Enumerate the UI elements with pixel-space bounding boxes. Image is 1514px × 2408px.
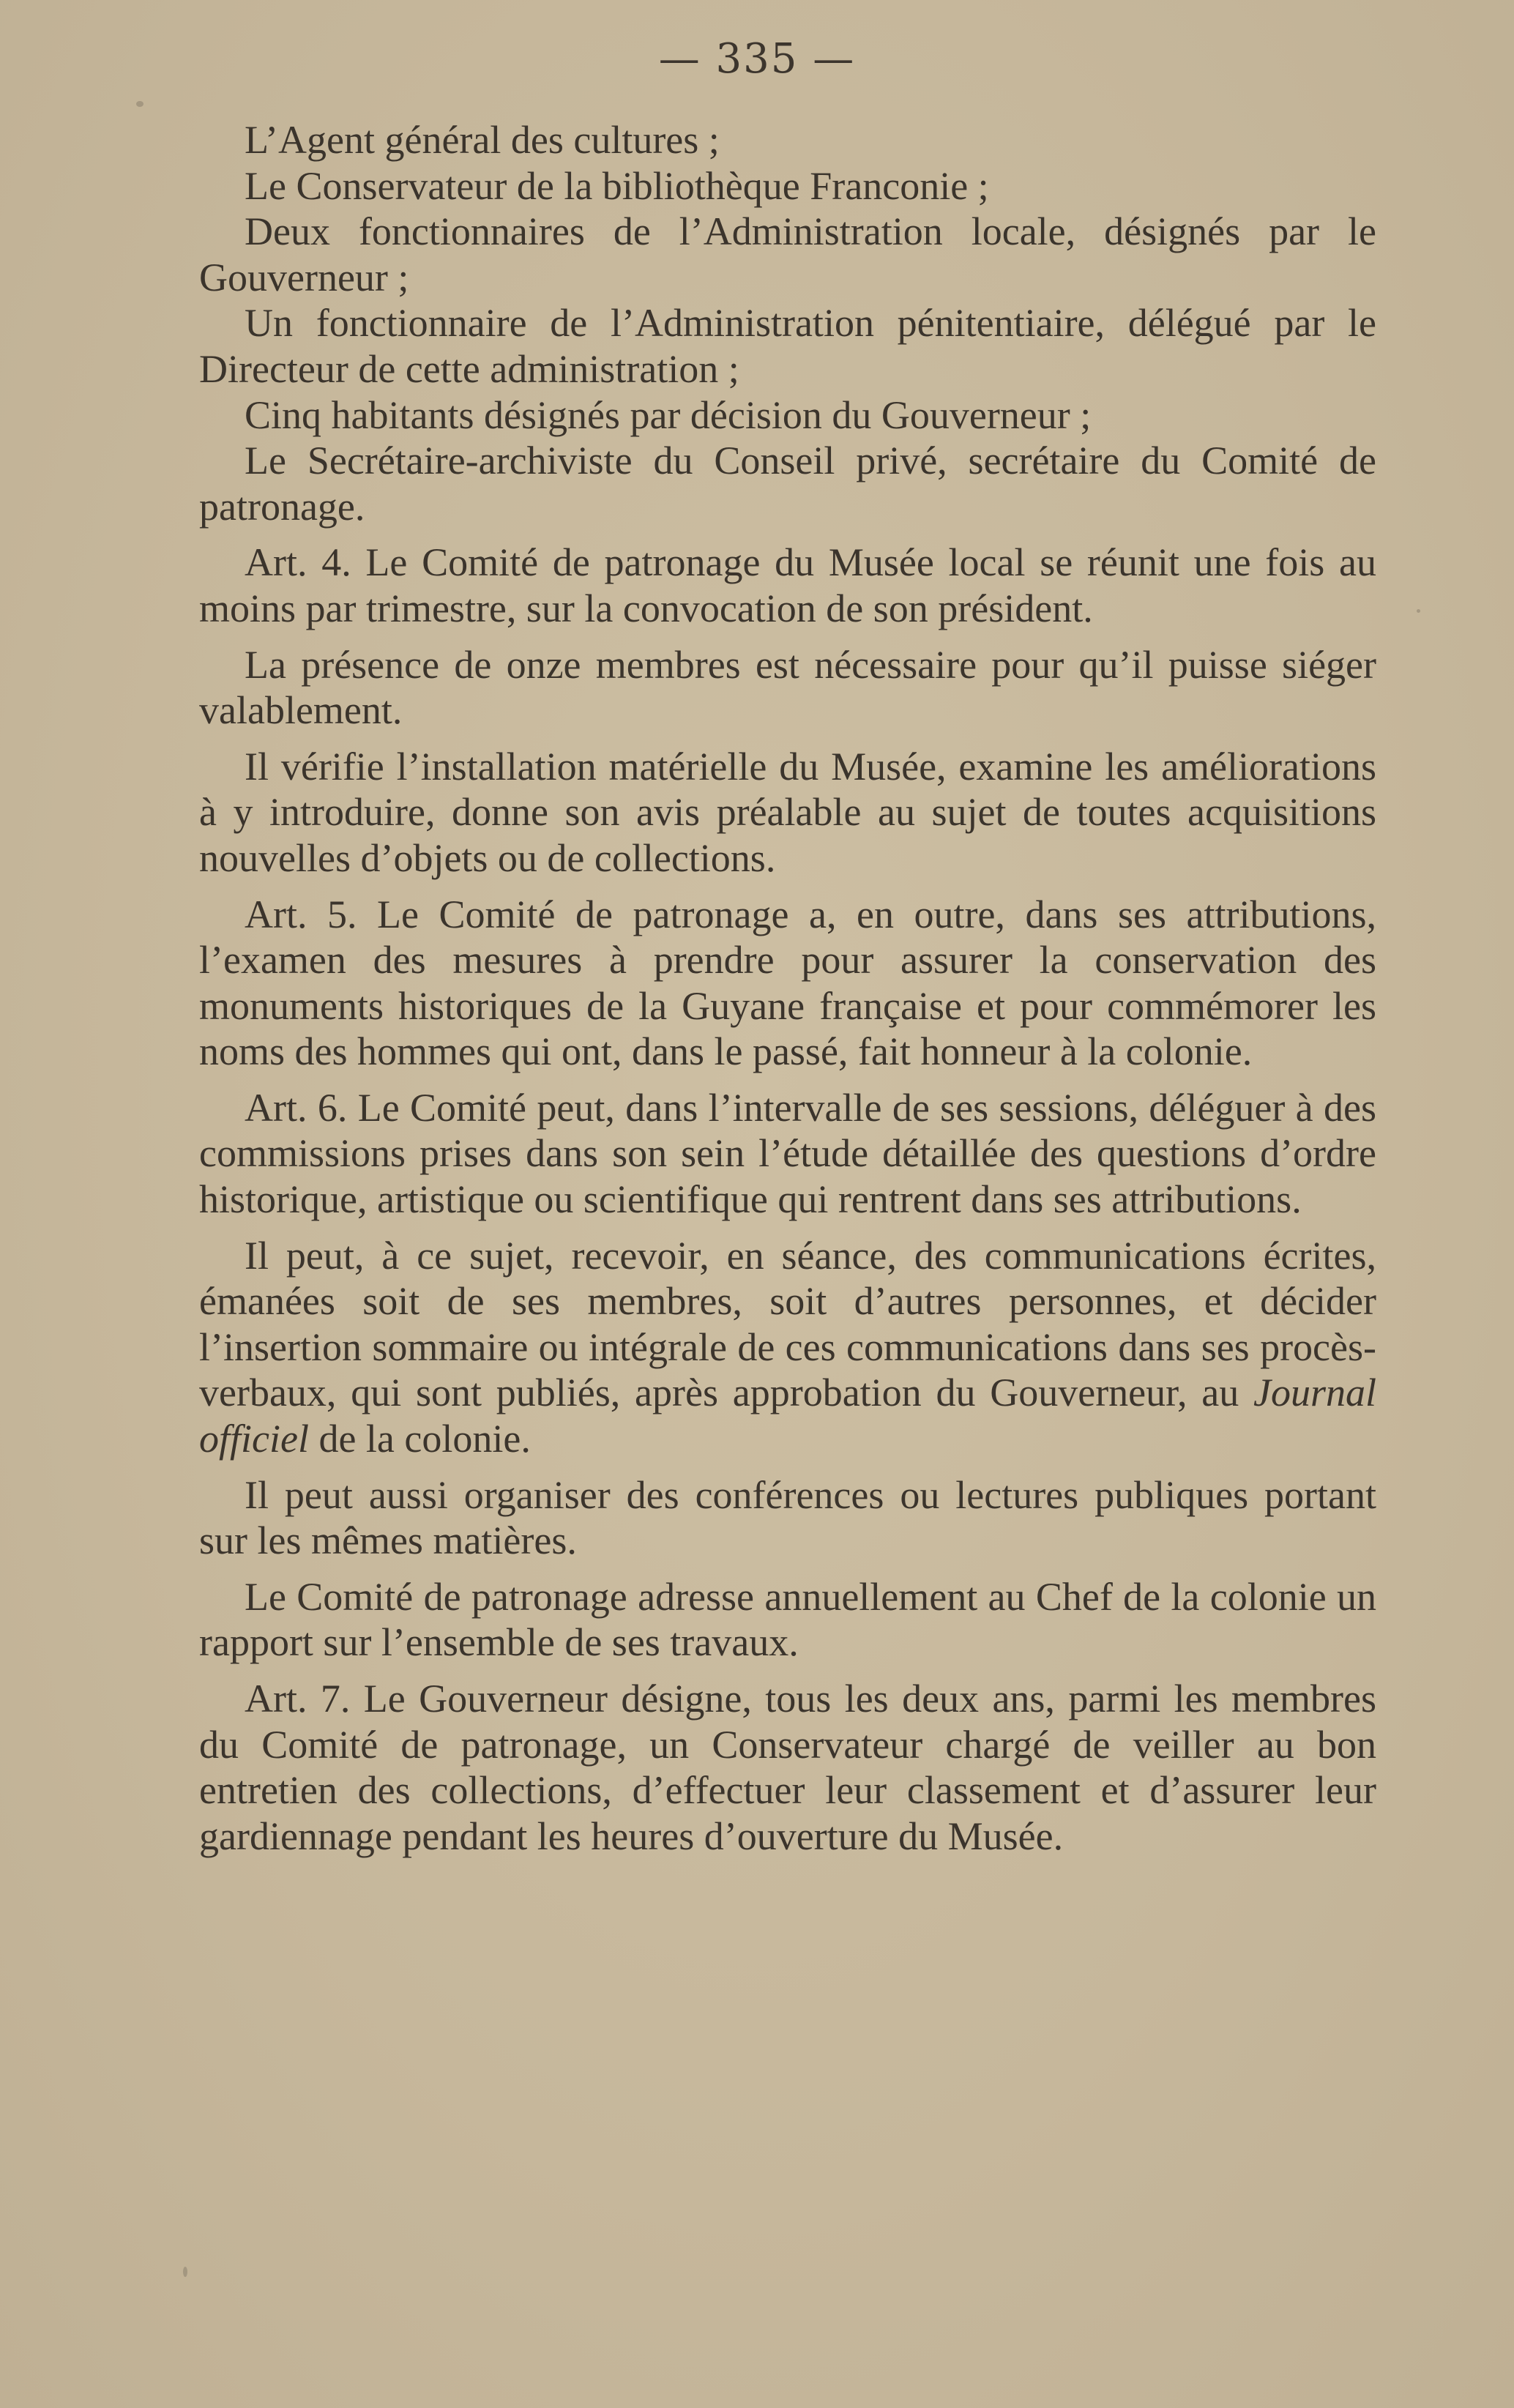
- paragraph: Il peut aussi organiser des conférences ou lectures publiques portant sur les mêmes matières.: [199, 1472, 1376, 1563]
- paragraph: Le Secrétaire-archiviste du Conseil privé, secrétaire du Comité de patronage.: [199, 439, 1376, 529]
- paragraph: [199, 1233, 1376, 1462]
- article-4: Art. 4. Le Comité de patronage du Musée local se réunit une fois au moins par trimestre, sur la convocation de son président.: [199, 540, 1376, 630]
- paper-speck: [136, 101, 143, 107]
- paragraph: Le Comité de patronage adresse annuellement au Chef de la colonie un rapport sur l’ensemble de ses travaux.: [199, 1574, 1376, 1665]
- article-5: Art. 5. Le Comité de patronage a, en outre, dans ses attributions, l’examen des mesures à prendre pour assurer la conservation des monuments historiques de la Guyane française et pour commémorer les noms des hommes qui ont, dans le passé, fait honneur à la colonie.: [199, 892, 1376, 1074]
- paragraph: Un fonctionnaire de l’Administration pénitentiaire, délégué par le Directeur de cette administration ;: [199, 301, 1376, 391]
- page-number: — 335 —: [658, 35, 856, 83]
- article-6: Art. 6. Le Comité peut, dans l’intervalle de ses sessions, déléguer à des commissions prises dans son sein l’étude détaillée des questions d’ordre historique, artistique ou scientifique qui rentrent dans ses attributions.: [199, 1085, 1376, 1222]
- paragraph: L’Agent général des cultures ;: [245, 118, 720, 162]
- journal-title: Journal officiel: [199, 1371, 1376, 1461]
- paragraph: Deux fonctionnaires de l’Administration locale, désignés par le Gouverneur ;: [199, 209, 1376, 299]
- paragraph: Le Conservateur de la bibliothèque Franconie ;: [245, 163, 989, 208]
- paragraph: Cinq habitants désignés par décision du Gouverneur ;: [245, 392, 1092, 437]
- article-7: Art. 7. Le Gouverneur désigne, tous les deux ans, parmi les membres du Comité de patronage, un Conservateur chargé de veiller au bon entretien des collections, d’effectuer leur classement et d’assurer leur gardiennage pendant les heures d’ouverture du Musée.: [199, 1677, 1376, 1858]
- paragraph-text-end: de la colonie.: [318, 1417, 531, 1461]
- paragraph: La présence de onze membres est nécessaire pour qu’il puisse siéger valablement.: [199, 642, 1376, 733]
- paragraph-text: Il peut, à ce sujet, recevoir, en séance, des communications écrites, émanées soit de ses membres, soit d’autres personnes, et décider l’insertion sommaire ou intégrale de ces communications dans ses procès-verbaux, qui sont publiés, après approbation du Gouverneur, au: [199, 1233, 1376, 1415]
- paper-speck: [1417, 609, 1420, 613]
- paragraph: Il vérifie l’installation matérielle du Musée, examine les améliorations à y introduire, donne son avis préalable au sujet de toutes acquisitions nouvelles d’objets ou de collections.: [199, 744, 1376, 880]
- body-text: [199, 117, 1376, 1859]
- paper-speck: [183, 2267, 187, 2277]
